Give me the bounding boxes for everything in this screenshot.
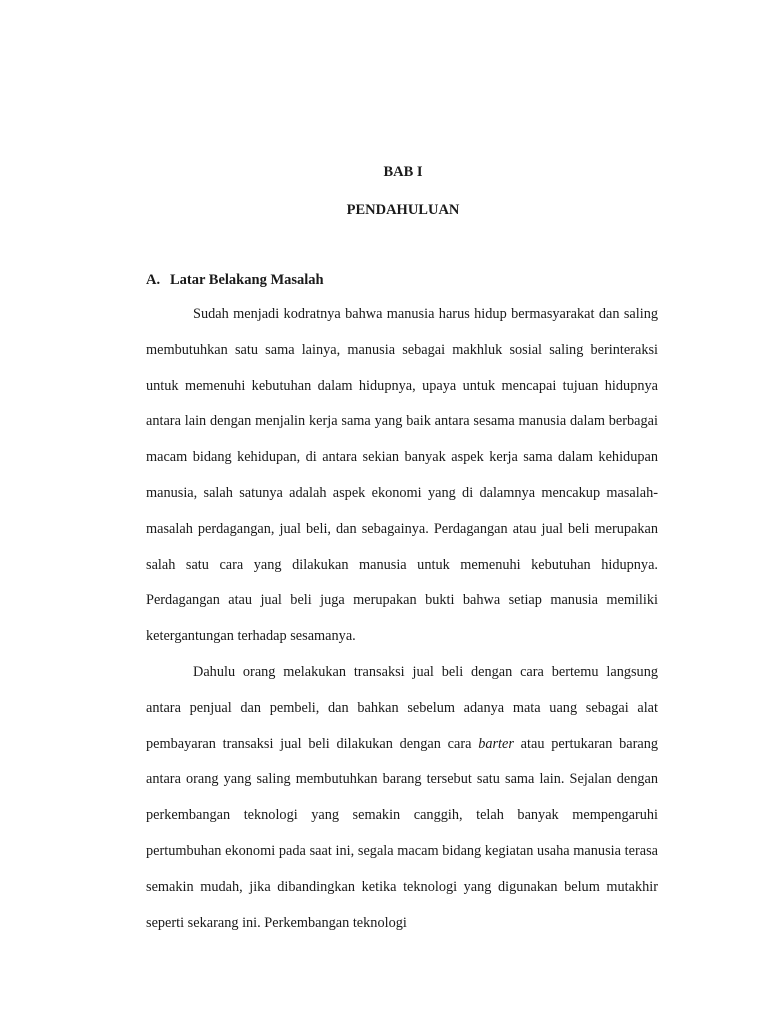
- section-title: Latar Belakang Masalah: [170, 272, 324, 288]
- paragraph-text: Dahulu orang melakukan transaksi jual beli dengan cara bertemu langsung antara penjual dan pembeli, dan bahkan sebelum adanya mata uang sebagai alat pembayaran transaksi jual beli dilakukan dengan cara: [146, 664, 658, 752]
- chapter-number: BAB I: [383, 164, 423, 180]
- paragraph: Sudah menjadi kodratnya bahwa manusia harus hidup bermasyarakat dan saling membutuhkan satu sama lainya, manusia sebagai makhluk sosial saling berinteraksi untuk memenuhi kebutuhan dalam hidupnya, upaya untuk mencapai tujuan hidupnya antara lain dengan menjalin kerja sama yang baik antara sesama manusia dalam berbagai macam bidang kehidupan, di antara sekian banyak aspek kerja sama dalam kehidupan manusia, salah satunya adalah aspek ekonomi yang di dalamnya mencakup masalah-masalah perdagangan, jual beli, dan sebagainya. Perdagangan atau jual beli merupakan salah satu cara yang dilakukan manusia untuk memenuhi kebutuhan hidupnya. Perdagangan atau jual beli juga merupakan bukti bahwa setiap manusia memiliki ketergantungan terhadap sesamanya.: [146, 306, 658, 645]
- section-heading: [146, 271, 324, 289]
- section-number: A.: [146, 272, 161, 288]
- italic-term: barter: [478, 735, 514, 752]
- chapter-title: PENDAHULUAN: [346, 202, 460, 218]
- paragraph-block-1: [146, 297, 658, 655]
- paragraph-text: atau pertukaran barang antara orang yang saling membutuhkan barang tersebut satu sama lain. Sejalan dengan perkembangan teknologi yang semakin canggih, telah banyak mempengaruhi pertumbuhan ekonomi pada saat ini, segala macam bidang kegiatan usaha manusia terasa semakin mudah, jika dibandingkan ketika teknologi yang digunakan belum mutakhir seperti sekarang ini. Perkembangan teknologi: [146, 735, 658, 931]
- paragraph: [146, 655, 658, 941]
- paragraph-block-2: [146, 655, 658, 941]
